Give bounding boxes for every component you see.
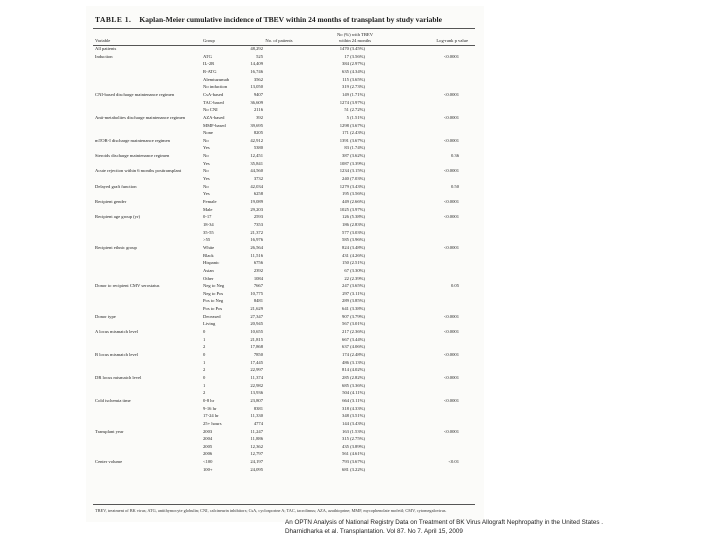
cell-patients: 13,050	[250, 84, 263, 90]
cell-pvalue: <0.0001	[443, 329, 459, 335]
cell-group: Yes	[203, 176, 210, 182]
cell-group: AZA-based	[203, 114, 225, 120]
cell-variable: Steroids discharge maintenance regimen	[95, 153, 170, 159]
table-row	[93, 93, 475, 101]
cell-group: 0-8 hr	[203, 397, 215, 403]
cell-variable: Transplant year	[95, 428, 124, 434]
cell-group: 1	[203, 359, 206, 365]
cell-patients: 11,886	[250, 436, 263, 442]
table-row	[93, 353, 475, 361]
cell-count: 1274 (3.97%)	[339, 99, 365, 105]
cell-patients: 9407	[253, 91, 263, 97]
cell-count: 240 (7.03%)	[342, 176, 365, 182]
table-title	[95, 15, 442, 24]
table-row	[93, 62, 475, 70]
table-row	[93, 238, 475, 246]
cell-count: 667 (3.44%)	[342, 336, 365, 342]
cell-patients: 36,609	[250, 99, 263, 105]
cell-group: Alemtuzumab	[203, 76, 230, 82]
header-rule	[93, 45, 475, 46]
cell-count: 637 (4.06%)	[342, 344, 365, 350]
cell-count: 17 (3.56%)	[344, 53, 365, 59]
cell-group: No CNI	[203, 107, 218, 113]
cell-variable: All patients	[95, 46, 117, 51]
cell-group: Other	[203, 275, 214, 281]
cell-count: 126 (5.38%)	[342, 214, 365, 220]
cell-patients: 44,560	[250, 168, 263, 174]
cell-patients: 2593	[253, 214, 263, 220]
cell-group: White	[203, 244, 215, 250]
table-row	[93, 345, 475, 353]
cell-count: 449 (2.66%)	[342, 199, 365, 204]
table-row	[93, 452, 475, 460]
cell-patients: 392	[256, 114, 263, 120]
cell-count: 685 (3.36%)	[342, 382, 365, 388]
cell-group: Yes	[203, 160, 210, 166]
cell-pvalue: <0.0001	[443, 374, 459, 380]
cell-group: No	[203, 153, 209, 159]
cell-group: Yes	[203, 191, 210, 197]
cell-patients: 6756	[253, 260, 263, 266]
cell-pvalue: 0.36	[450, 153, 459, 159]
cell-group: Pos to Pos	[203, 306, 223, 312]
cell-count: 195 (3.56%)	[342, 191, 365, 197]
cell-group: TAC-based	[203, 99, 224, 105]
cell-count: 561 (4.61%)	[342, 451, 365, 457]
cell-patients: 2392	[253, 267, 263, 273]
table-row	[93, 254, 475, 262]
cell-group: 25+ hours	[203, 420, 222, 426]
cell-patients: 11,516	[250, 252, 263, 258]
table-row	[93, 468, 475, 476]
cell-count: 163 (1.53%)	[342, 428, 365, 434]
cell-pvalue: <0.01	[448, 459, 459, 465]
cell-pvalue: <0.0001	[443, 313, 459, 319]
cell-count: 1470 (3.45%)	[339, 46, 365, 51]
cell-count: 585 (3.96%)	[342, 237, 365, 243]
cell-group: Neg to Pos	[203, 290, 224, 296]
cell-pvalue: <0.0001	[443, 168, 459, 174]
cell-patients: 10,775	[250, 290, 263, 296]
cell-count: 315 (2.75%)	[342, 436, 365, 442]
table-row	[93, 139, 475, 147]
table-row	[93, 78, 475, 86]
table-row	[93, 437, 475, 445]
cell-patients: 27,347	[250, 313, 263, 319]
cell-variable: CNI-based discharge maintenance regimen	[95, 91, 175, 97]
cell-count: 384 (2.97%)	[342, 61, 365, 67]
table-row	[93, 414, 475, 422]
cell-count: 144 (3.43%)	[342, 420, 365, 426]
cell-count: 67 (3.30%)	[344, 267, 365, 273]
cell-group: 100+	[203, 466, 213, 472]
cell-patients: 23,807	[250, 397, 263, 403]
table-title-text: Kaplan-Meier cumulative incidence of TBEV within 24 months of transplant by study variable	[139, 15, 442, 24]
table-row	[93, 208, 475, 216]
table-row	[93, 154, 475, 162]
slide-caption	[285, 518, 603, 536]
cell-patients: 17,445	[250, 359, 263, 365]
cell-patients: 16,746	[250, 68, 263, 74]
cell-group: 2005	[203, 443, 213, 449]
cell-pvalue: <0.0001	[443, 352, 459, 357]
cell-patients: 29,203	[250, 206, 263, 212]
cell-count: 387 (3.62%)	[342, 153, 365, 159]
cell-pvalue: <0.0001	[443, 397, 459, 403]
cell-variable: Acute rejection within 6 months posttransplant	[95, 168, 182, 174]
cell-group: 2004	[203, 436, 213, 442]
cell-group: No induction	[203, 84, 228, 90]
table-row	[93, 361, 475, 369]
cell-patients: 11,374	[250, 374, 263, 380]
header-group: Group	[203, 38, 215, 43]
cell-pvalue: <0.0001	[443, 199, 459, 204]
cell-variable: Induction	[95, 53, 113, 59]
cell-pvalue: <0.0001	[443, 114, 459, 120]
cell-count: 1298 (3.67%)	[339, 122, 365, 128]
cell-group: 2	[203, 367, 206, 373]
table-row	[93, 376, 475, 384]
table-row	[93, 430, 475, 438]
table-row	[93, 55, 475, 63]
cell-patients: 3732	[253, 176, 263, 182]
cell-count: 115 (3.65%)	[342, 76, 365, 82]
cell-group: 0	[203, 352, 206, 357]
cell-patients: 14,409	[250, 61, 263, 67]
cell-group: Deceased	[203, 313, 221, 319]
cell-patients: 39,695	[250, 122, 263, 128]
cell-variable: Recipient ethnic group	[95, 244, 137, 250]
cell-count: 664 (3.11%)	[342, 397, 365, 403]
cell-count: 567 (3.01%)	[342, 321, 365, 327]
cell-patients: 42,034	[250, 183, 263, 189]
cell-group: 9-16 hr	[203, 405, 217, 411]
cell-patients: 8481	[253, 298, 263, 304]
table-row	[93, 391, 475, 399]
cell-patients: 12,451	[250, 153, 263, 159]
cell-variable: mTOR-I discharge maintenance regimen	[95, 137, 170, 143]
table-row	[93, 70, 475, 78]
cell-patients: 11,247	[250, 428, 263, 434]
cell-group: 2006	[203, 451, 213, 457]
cell-group: Yes	[203, 145, 210, 151]
cell-count: 577 (3.03%)	[342, 229, 365, 235]
cell-count: 793 (3.67%)	[342, 459, 365, 465]
table-row	[93, 124, 475, 132]
cell-patients: 8381	[253, 405, 263, 411]
cell-count: 297 (3.11%)	[342, 290, 365, 296]
cell-group: Living	[203, 321, 216, 327]
table-row	[93, 445, 475, 453]
cell-pvalue: <0.0001	[443, 244, 459, 250]
table-row	[93, 177, 475, 185]
cell-patients: 19,089	[250, 199, 263, 204]
cell-patients: 7353	[253, 221, 263, 227]
cell-count: 22 (2.39%)	[344, 275, 365, 281]
cell-group: None	[203, 130, 213, 136]
cell-patients: 26,564	[250, 244, 263, 250]
cell-variable: A locus mismatch level	[95, 329, 138, 335]
table-row	[93, 246, 475, 254]
cell-count: 247 (3.65%)	[342, 283, 365, 289]
caption-line-1: An OPTN Analysis of National Registry Data on Treatment of BK Virus Allograft Nephropathy in the United States .	[285, 519, 604, 526]
top-rule	[93, 28, 475, 29]
cell-patients: 7850	[253, 352, 263, 357]
cell-pvalue: <0.0001	[443, 53, 459, 59]
cell-count: 186 (2.83%)	[342, 221, 365, 227]
cell-group: 2	[203, 390, 206, 396]
cell-group: 1	[203, 382, 206, 388]
cell-patients: 6258	[253, 191, 263, 197]
cell-patients: 48,292	[250, 46, 263, 51]
cell-group: 1	[203, 336, 206, 342]
table-row	[93, 368, 475, 376]
cell-group: No	[203, 168, 209, 174]
cell-group: MMF-based	[203, 122, 226, 128]
cell-group: <100	[203, 459, 213, 465]
cell-patients: 4774	[253, 420, 263, 426]
header-pvalue: Log-rank p value	[436, 38, 468, 43]
cell-count: 171 (2.43%)	[342, 130, 365, 136]
cell-variable: Recipient gender	[95, 199, 127, 204]
cell-count: 824 (3.48%)	[342, 244, 365, 250]
table-row	[93, 422, 475, 430]
table-row	[93, 338, 475, 346]
bottom-rule	[93, 504, 475, 505]
table-row	[93, 169, 475, 177]
cell-pvalue: <0.0001	[443, 91, 459, 97]
cell-group: 0	[203, 374, 206, 380]
cell-count: 435 (3.89%)	[342, 443, 365, 449]
cell-patients: 7667	[253, 283, 263, 289]
cell-count: 318 (4.33%)	[342, 405, 365, 411]
cell-patients: 24,095	[250, 466, 263, 472]
cell-count: 1391 (3.67%)	[339, 137, 365, 143]
cell-patients: 1084	[253, 275, 263, 281]
table-row	[93, 284, 475, 292]
table-row	[93, 101, 475, 109]
cell-patients: 21,372	[250, 229, 263, 235]
cell-variable: Donor to recipient CMV serostatus	[95, 283, 160, 289]
cell-variable: Cold ischemia time	[95, 397, 131, 403]
cell-variable: Center volume	[95, 459, 123, 465]
cell-count: 681 (3.22%)	[342, 466, 365, 472]
cell-count: 504 (4.11%)	[342, 390, 365, 396]
cell-group: 2003	[203, 428, 213, 434]
table-row	[93, 215, 475, 223]
cell-count: 319 (2.73%)	[342, 84, 365, 90]
table-row	[93, 307, 475, 315]
cell-group: Male	[203, 206, 213, 212]
cell-count: 1234 (3.15%)	[339, 168, 365, 174]
table-row	[93, 261, 475, 269]
table-row	[93, 47, 475, 55]
cell-variable: Delayed graft function	[95, 183, 137, 189]
cell-patients: 16,976	[250, 237, 263, 243]
cell-group: 0-17	[203, 214, 212, 220]
header-variable: Variable	[95, 38, 111, 43]
cell-variable: Donor type	[95, 313, 116, 319]
cell-group: Female	[203, 199, 217, 204]
cell-patients: 22,997	[250, 367, 263, 373]
table-row	[93, 299, 475, 307]
cell-group: Asian	[203, 267, 214, 273]
table-row	[93, 116, 475, 124]
table-row	[93, 200, 475, 208]
cell-pvalue: <0.0001	[443, 428, 459, 434]
cell-patients: 42,912	[250, 137, 263, 143]
cell-group: 17-24 hr	[203, 413, 219, 419]
cell-patients: 35,841	[250, 160, 263, 166]
cell-group: No	[203, 137, 209, 143]
cell-variable: DR locus mismatch level	[95, 374, 142, 380]
cell-pvalue: 0.05	[450, 283, 459, 289]
cell-group: IL-2R	[203, 61, 215, 67]
cell-patients: 21,629	[250, 306, 263, 312]
cell-patients: 21,815	[250, 336, 263, 342]
cell-group: 35-55	[203, 229, 214, 235]
cell-patients: 12,362	[250, 443, 263, 449]
cell-patients: 20,945	[250, 321, 263, 327]
cell-group: 0	[203, 329, 206, 335]
cell-patients: 12,797	[250, 451, 263, 457]
cell-patients: 22,982	[250, 382, 263, 388]
table-row	[93, 223, 475, 231]
cell-count: 150 (2.51%)	[342, 260, 365, 266]
table-row	[93, 322, 475, 330]
cell-group: ATG	[203, 53, 212, 59]
table-row	[93, 292, 475, 300]
cell-group: Pos to Neg	[203, 298, 224, 304]
cell-count: 907 (3.79%)	[342, 313, 365, 319]
cell-group: Black	[203, 252, 214, 258]
cell-group: 18-34	[203, 221, 214, 227]
cell-count: 814 (4.02%)	[342, 367, 365, 373]
table-row	[93, 315, 475, 323]
cell-count: 217 (2.36%)	[342, 329, 365, 335]
cell-count: 635 (4.34%)	[342, 68, 365, 74]
cell-pvalue: 0.50	[450, 183, 459, 189]
cell-patients: 5380	[253, 145, 263, 151]
cell-group: >55	[203, 237, 211, 243]
cell-count: 1025 (3.97%)	[339, 206, 365, 212]
cell-patients: 10,655	[250, 329, 263, 335]
caption-line-2: Dharnidharka et al. Transplantation. Vol 87. No 7. April 15, 2009	[285, 528, 463, 535]
cell-pvalue: <0.0001	[443, 214, 459, 220]
cell-count: 641 (3.38%)	[342, 306, 365, 312]
cell-group: CsA-based	[203, 91, 224, 97]
cell-patients: 17,868	[250, 344, 263, 350]
table-row	[93, 407, 475, 415]
cell-pvalue: <0.0001	[443, 137, 459, 143]
cell-count: 431 (4.26%)	[342, 252, 365, 258]
table-row	[93, 384, 475, 392]
cell-count: 149 (1.71%)	[342, 91, 365, 97]
cell-count: 51 (2.72%)	[344, 107, 365, 113]
cell-count: 5 (1.51%)	[346, 114, 365, 120]
cell-count: 1279 (3.43%)	[339, 183, 365, 189]
table-row	[93, 185, 475, 193]
table-row	[93, 231, 475, 239]
cell-patients: 8205	[253, 130, 263, 136]
cell-patients: 525	[256, 53, 263, 59]
cell-patients: 24,197	[250, 459, 263, 465]
cell-patients: 2116	[253, 107, 263, 113]
cell-group: Neg to Neg	[203, 283, 225, 289]
table-label: TABLE 1.	[95, 15, 132, 24]
cell-patients: 3562	[253, 76, 263, 82]
table-row	[93, 460, 475, 468]
table-row	[93, 399, 475, 407]
cell-count: 83 (1.74%)	[344, 145, 365, 151]
cell-count: 289 (3.85%)	[342, 298, 365, 304]
table-row	[93, 192, 475, 200]
cell-variable: Anti-metabolites discharge maintenance regimen	[95, 114, 186, 120]
cell-count: 285 (2.82%)	[342, 374, 365, 380]
cell-group: R-ATG	[203, 68, 217, 74]
cell-variable: B locus mismatch level	[95, 352, 138, 357]
cell-count: 174 (2.48%)	[342, 352, 365, 357]
cell-group: No	[203, 183, 209, 189]
table-row	[93, 330, 475, 338]
cell-group: Hispanic	[203, 260, 220, 266]
header-count: No (%) with TBEV within 24 months	[336, 32, 374, 43]
header-patients: No. of patients	[265, 38, 293, 43]
cell-count: 486 (3.13%)	[342, 359, 365, 365]
cell-patients: 13,936	[250, 390, 263, 396]
cell-variable: Recipient age group (yr)	[95, 214, 141, 220]
cell-patients: 11,330	[250, 413, 263, 419]
cell-count: 1087 (3.39%)	[339, 160, 365, 166]
table-footnote: TBEV, treatment of BK virus; ATG, antithymocyte globulin; CNI, calcineurin inhibitors; CsA, cyclosporine A; TAC, tacrolimus; AZA, azathioprine; MMF, mycophenolate mofetil; CMV, cytomegalovirus.	[95, 508, 447, 513]
cell-count: 348 (3.51%)	[342, 413, 365, 419]
cell-group: 2	[203, 344, 206, 350]
table-row	[93, 269, 475, 277]
